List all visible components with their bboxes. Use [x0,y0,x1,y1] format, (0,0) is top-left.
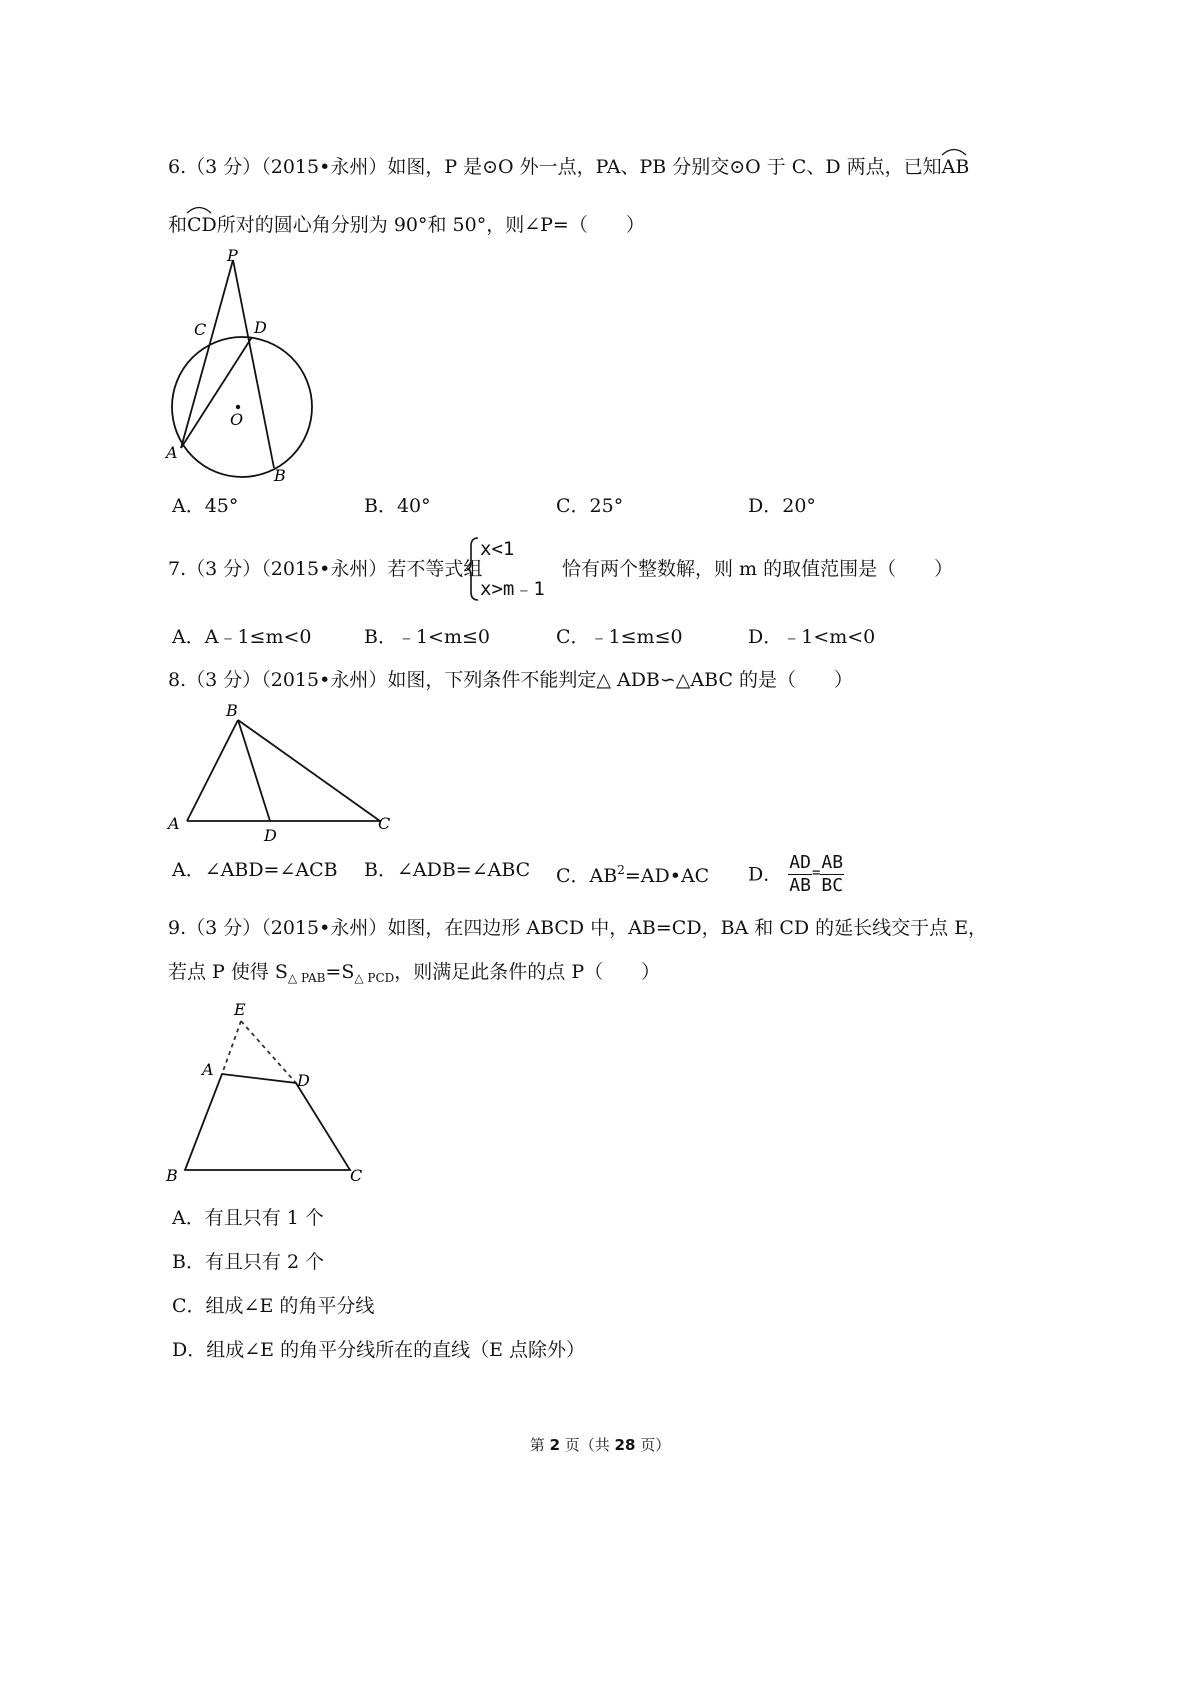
q6-line2 [168,213,645,237]
q6-label-p: P [227,246,238,265]
q9-line2-a: 若点 P 使得 S [168,961,288,983]
q9-line2-b: =S [325,961,355,983]
q8-option-d[interactable] [748,852,844,897]
q8-line-bc [238,720,380,821]
q7-option-b[interactable]: B．﹣1<m≤0 [364,626,490,648]
q9-option-d[interactable]: D．组成∠E 的角平分线所在的直线（E 点除外） [172,1339,585,1361]
brace-icon [466,536,480,602]
q8-label-b: B [226,701,238,720]
q6-option-c[interactable]: C．25° [556,495,624,517]
q8-line-bd [238,720,270,821]
fraction-equals: = [811,864,821,881]
q8-option-b[interactable]: B．∠ADB=∠ABC [364,859,531,881]
q6-label-o: O [230,410,244,429]
q9-sub-pab: △ PAB [287,971,326,985]
q6-option-d[interactable]: D．20° [748,495,816,517]
q9-line2 [168,960,660,990]
footer-page-number: 2 [549,1436,560,1454]
q9-label-e: E [234,1000,246,1019]
q9-line1: 9.（3 分）（2015•永州）如图，在四边形 ABCD 中，AB=CD，BA 和 CD 的延长线交于点 E， [168,917,988,939]
inequality-row-1: x<1 [480,538,515,560]
q9-sub-pcd: △ PCD [354,971,395,985]
q8-option-a[interactable]: A．∠ABD=∠ACB [172,859,338,881]
fraction-right-num: AB [821,852,844,873]
fraction-right-den: BC [821,875,844,896]
arc-cd [187,213,217,237]
q9-figure [160,995,380,1190]
q9-label-d: D [297,1071,310,1090]
q8-label-d: D [264,826,277,845]
arc-cd-label: CD [187,214,217,236]
footer-post: 页） [635,1436,671,1454]
arc-cd-symbol [186,204,212,214]
q9-line2-c: ，则满足此条件的点 P（ ） [394,961,661,983]
q6-line-pa [181,260,233,448]
footer-mid: 页（共 [560,1436,615,1454]
q7-option-c[interactable]: C．﹣1≤m≤0 [556,626,683,648]
q8-figure [160,700,400,850]
q9-dashed-ed [241,1021,296,1083]
q8-text: 8.（3 分）（2015•永州）如图，下列条件不能判定△ ADB∽△ABC 的是（ ） [168,669,854,691]
q6-text-2a: 和 [168,214,188,236]
footer-total-pages: 28 [614,1436,636,1454]
q6-label-c: C [194,320,207,339]
footer-pre: 第 [529,1436,550,1454]
fraction-equation [788,852,844,897]
q6-line1 [168,155,969,179]
q9-quadrilateral [185,1074,350,1170]
q6-label-a: A [166,443,178,462]
q7-prefix: 7.（3 分）（2015•永州）若不等式组 [168,558,483,580]
inequality-system [466,536,566,606]
q9-option-a[interactable]: A．有且只有 1 个 [172,1207,324,1229]
q8-label-c: C [378,814,391,833]
q6-center-dot [236,405,240,409]
q8-option-c-post: =AD•AC [624,865,710,887]
q8-option-c[interactable] [556,858,709,888]
q9-label-c: C [350,1166,363,1185]
q6-text-2b: 所对的圆心角分别为 90°和 50°，则∠P=（ ） [216,214,645,236]
q6-figure [160,245,330,495]
inequality-row-2: x>m﹣1 [480,578,545,600]
fraction-right [820,852,844,897]
q8-line-ab [187,720,238,821]
q9-label-a: A [202,1060,214,1079]
q6-line-pb [233,260,274,468]
arc-ab-symbol [941,146,967,156]
q7-option-d[interactable]: D．﹣1<m<0 [748,626,876,648]
q8-option-d-pre: D． [748,863,783,886]
page-footer [0,1434,1200,1455]
q9-label-b: B [166,1166,178,1185]
fraction-left [788,852,812,897]
fraction-left-num: AD [789,852,811,873]
q6-text-1: 6.（3 分）（2015•永州）如图，P 是⊙O 外一点，PA、PB 分别交⊙O 于 C、D 两点，已知 [168,156,942,178]
q8-label-a: A [168,814,180,833]
q7-option-a[interactable]: A．A﹣1≤m<0 [172,626,312,648]
q9-dashed-ea [222,1021,241,1074]
q8-option-c-pre: C．AB [556,865,618,887]
q6-label-b: B [274,466,286,485]
q9-option-c[interactable]: C．组成∠E 的角平分线 [172,1295,375,1317]
q6-option-b[interactable]: B．40° [364,495,431,517]
q9-option-b[interactable]: B．有且只有 2 个 [172,1251,325,1273]
arc-ab [942,155,970,179]
q7-suffix: 恰有两个整数解，则 m 的取值范围是（ ） [562,558,954,580]
q6-label-d: D [254,318,267,337]
q6-option-a[interactable]: A．45° [172,495,239,517]
arc-ab-label: AB [941,156,970,178]
q6-line-ad [181,337,252,448]
q8-option-c-sup: 2 [617,863,625,877]
fraction-left-den: AB [789,875,811,896]
